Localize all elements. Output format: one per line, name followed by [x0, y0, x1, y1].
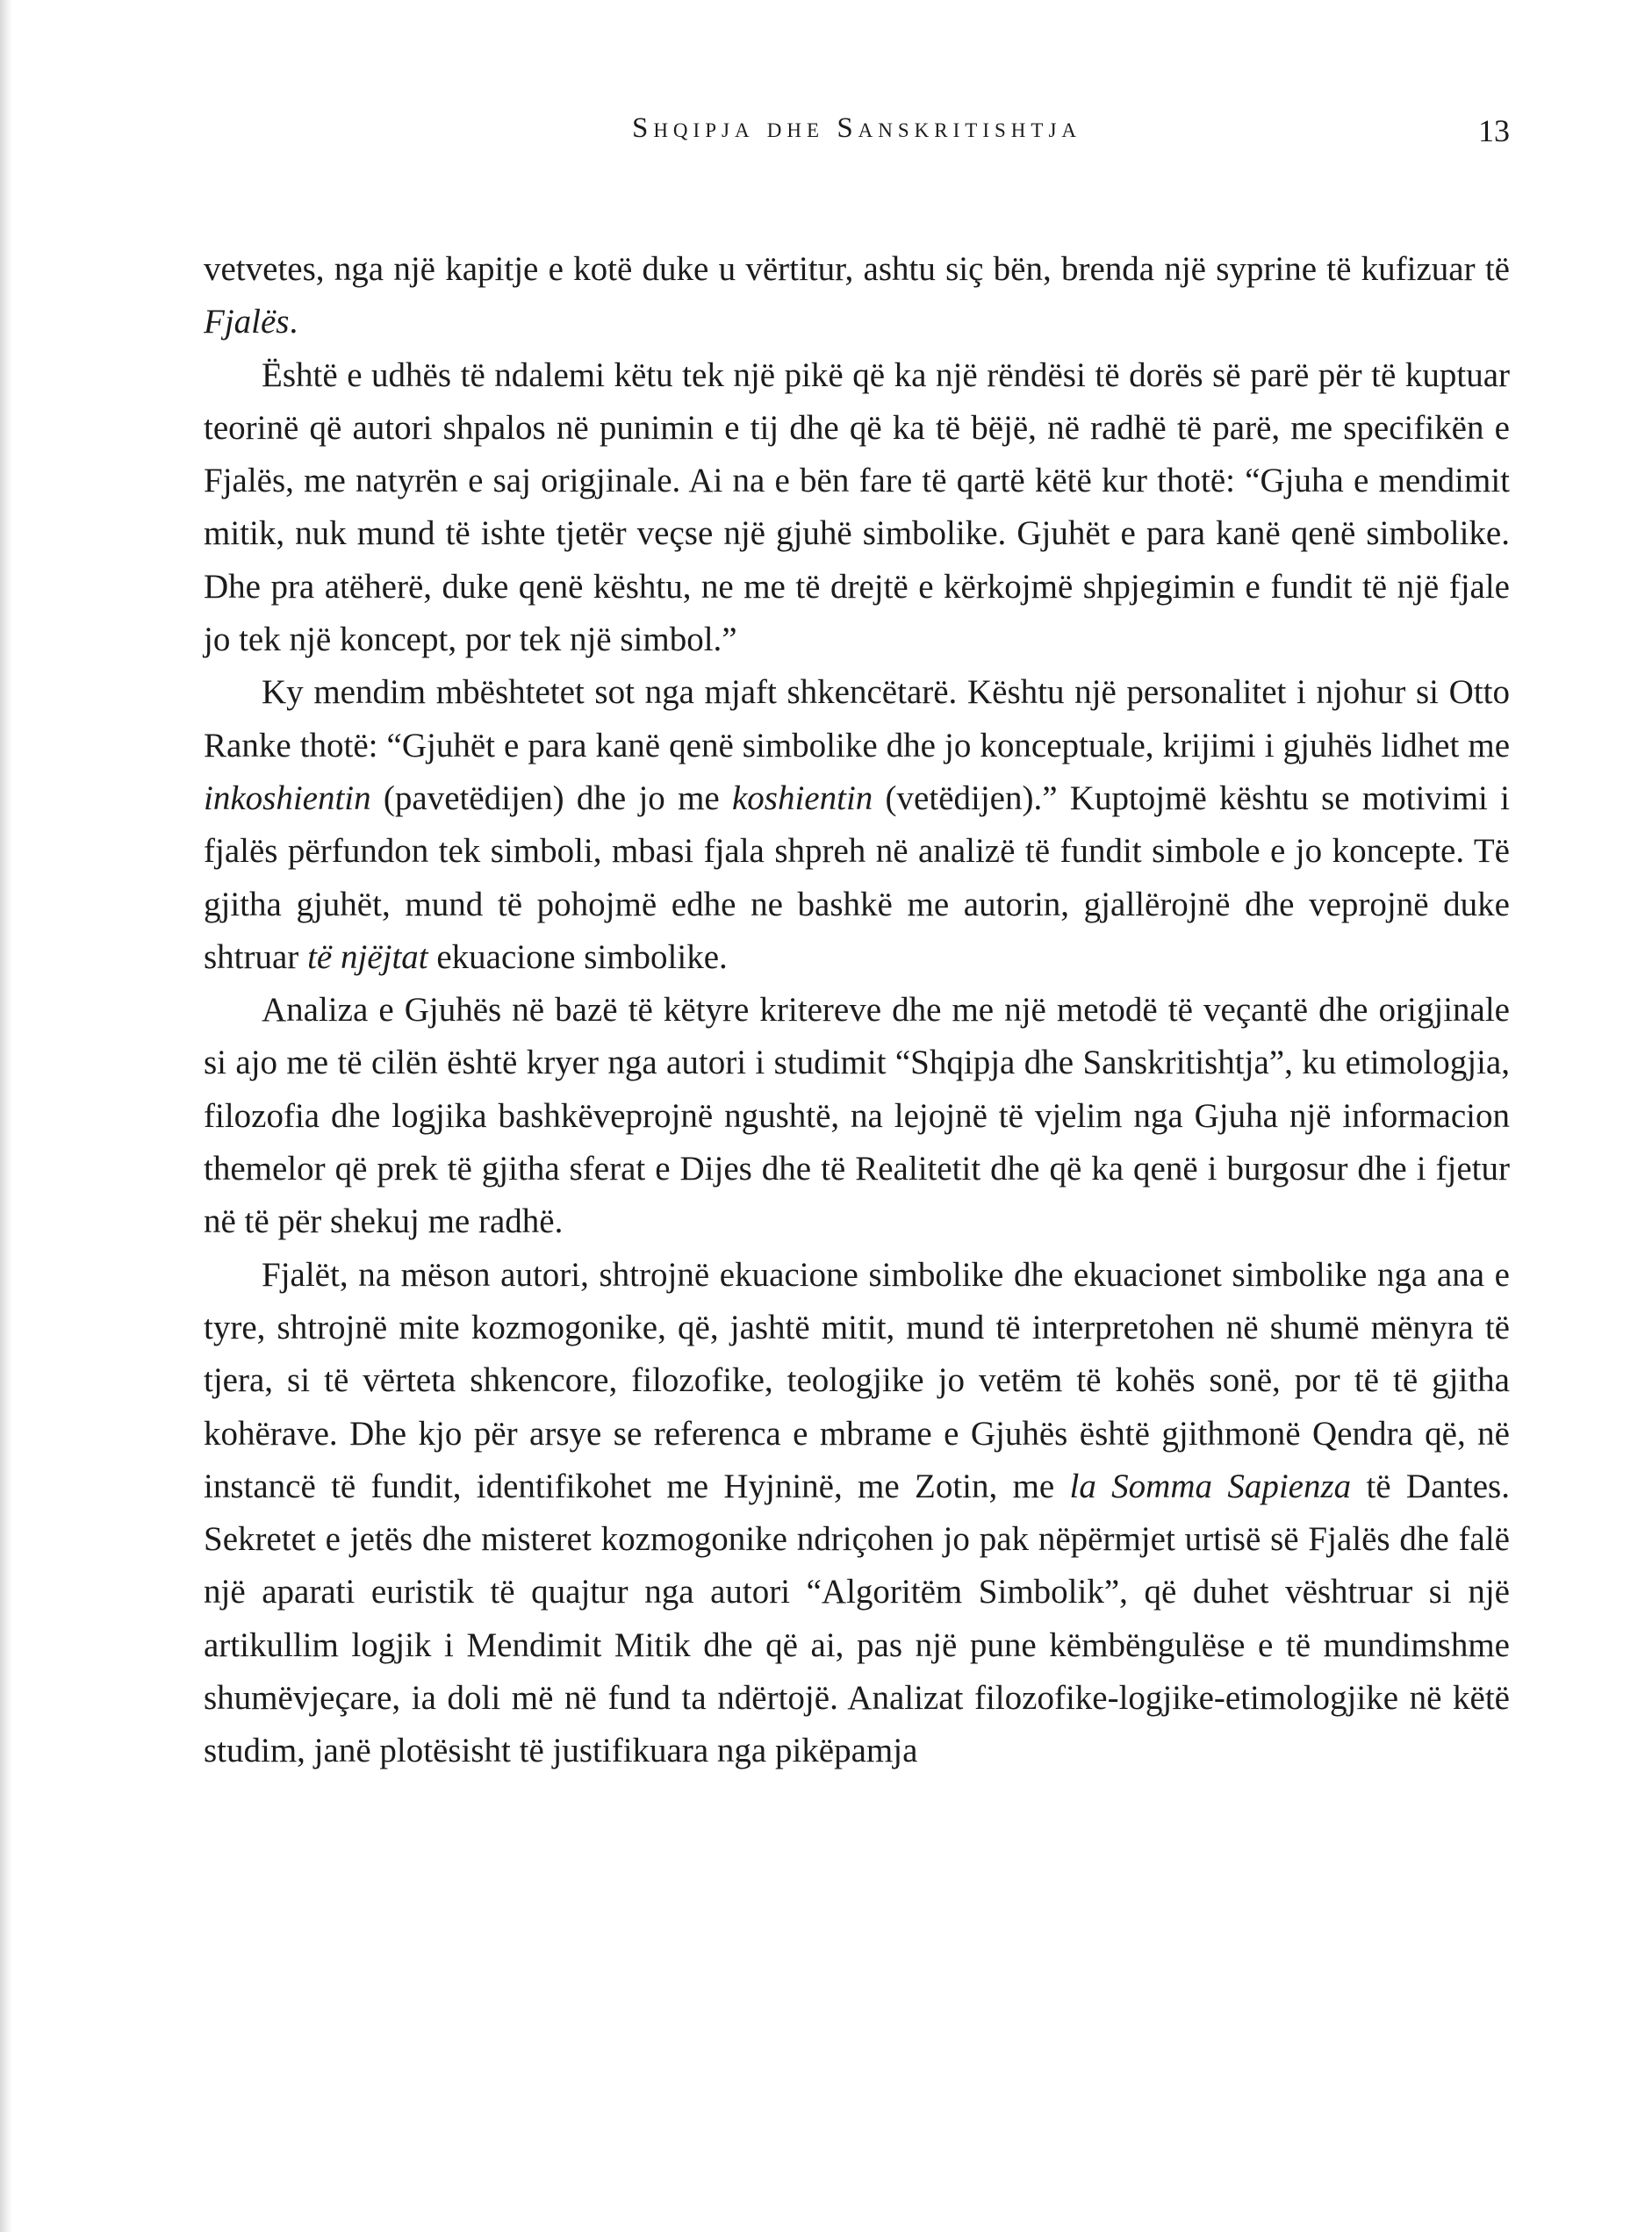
text-run: ekuacione simbolike.: [427, 937, 728, 976]
body-text: [204, 243, 1510, 1778]
text-run: Fjalët, na mëson autori, shtrojnë ekuacione simbolike dhe ekuacionet simbolike nga ana e tyre, shtrojnë mite kozmogonike, që, jashtë mitit, mund të interpretohen në shumë mënyra të tjera, si të vërteta shkencore, filozofike, teologjike jo vetëm të kohës sonë, por të të gjitha kohërave. Dhe kjo për arsye se referenca e mbrame e Gjuhës është gjithmonë Qendra që, në instancë të fundit, identifikohet me Hyjninë, me Zotin, me: [204, 1255, 1510, 1505]
text-run: Është e udhës të ndalemi këtu tek një pikë që ka një rëndësi të dorës së parë për të kuptuar teorinë që autori shpalos në punimin e tij dhe që ka të bëjë, në radhë të parë, me specifikën e Fjalës, me natyrën e saj origjinale. Ai na e bën fare të qartë këtë kur thotë: “Gjuha e mendimit mitik, nuk mund të ishte tjetër veçse një gjuhë simbolike. Gjuhët e para kanë qenë simbolike. Dhe pra atëherë, duke qenë kështu, ne me të drejtë e kërkojmë shpjegimin e fundit të një fjale jo tek një koncept, por tek një simbol.”: [204, 355, 1510, 659]
text-run: (pavetëdijen) dhe jo me: [370, 779, 732, 817]
text-run: vetvetes, nga një kapitje e kotë duke u vërtitur, ashtu siç bën, brenda një syprine të kufizuar të: [204, 250, 1510, 288]
page-edge-shadow: [0, 0, 12, 2232]
text-run: Analiza e Gjuhës në bazë të këtyre kritereve dhe me një metodë të veçantë dhe origjinale si ajo me të cilën është kryer nga autori i studimit “Shqipja dhe Sanskritishtja”, ku etimologjia, filozofia dhe logjika bashkëveprojnë ngushtë, na lejojnë të vjelim nga Gjuha një informacion themelor që prek të gjitha sferat e Dijes dhe të Realitetit dhe që ka qenë i burgosur dhe i fjetur në të për shekuj me radhë.: [204, 991, 1510, 1241]
italic-text: la Somma Sapienza: [1069, 1467, 1352, 1505]
text-run: të Dantes. Sekretet e jetës dhe misteret kozmogonike ndriçohen jo pak nëpërmjet urtisë së Fjalës dhe falë një aparati euristik të quajtur nga autori “Algoritëm Simbolik”, që duhet vështruar si një artikullim logjik i Mendimit Mitik dhe që ai, pas një pune këmbëngulëse e të mundimshme shumëvjeçare, ia doli më në fund ta ndërtojë. Analizat filozofike-logjike-etimologjike në këtë studim, janë plotësisht të justifikuara nga pikëpamja: [204, 1467, 1510, 1770]
italic-text: të njëjtat: [307, 937, 428, 976]
paragraph: [204, 349, 1510, 667]
paragraph: [204, 1249, 1510, 1778]
paragraph: [204, 984, 1510, 1248]
paragraph: [204, 666, 1510, 984]
running-title: Shqipja dhe Sanskritishtja: [631, 112, 1082, 144]
page-number: 13: [1478, 113, 1510, 148]
page-header: [204, 112, 1510, 165]
text-run: Ky mendim mbështetet sot nga mjaft shkencëtarë. Kështu një personalitet i njohur si Otto Ranke thotë: “Gjuhët e para kanë qenë simbolike dhe jo konceptuale, krijimi i gjuhës lidhet me: [204, 673, 1510, 764]
italic-text: koshientin: [731, 779, 873, 817]
italic-text: inkoshientin: [204, 779, 371, 817]
paragraph: [204, 243, 1510, 349]
text-run: (vetëdijen).” Kuptojmë kështu se motivimi i fjalës përfundon tek simboli, mbasi fjala shpreh në analizë të fundit simbole e jo koncepte. Të gjitha gjuhët, mund të pohojmë edhe ne bashkë me autorin, gjallërojnë dhe veprojnë duke shtruar: [204, 779, 1510, 976]
italic-text: Fjalës: [204, 303, 290, 341]
text-run: .: [289, 303, 298, 341]
